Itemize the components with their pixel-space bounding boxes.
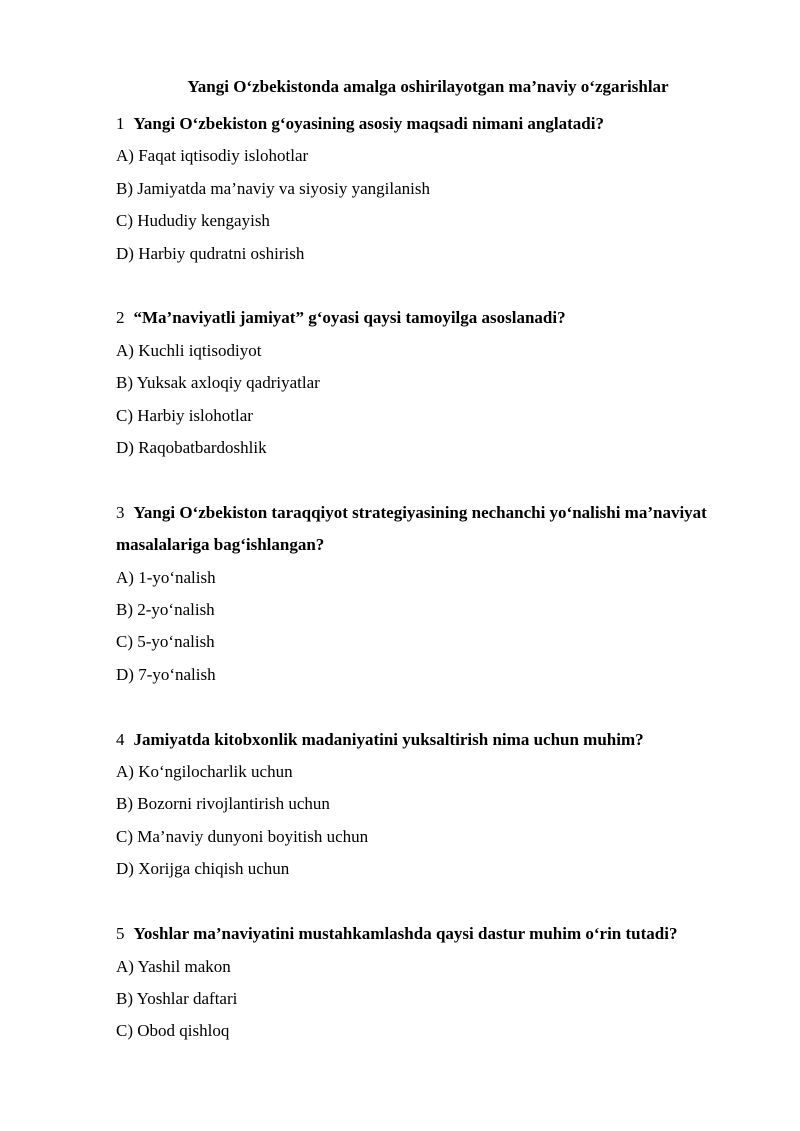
answer-option: A) 1-yo‘nalish <box>116 567 216 587</box>
answer-option: C) Ma’naviy dunyoni boyitish uchun <box>116 826 369 846</box>
answer-option: B) Yoshlar daftari <box>116 988 238 1008</box>
answer-option: B) Yuksak axloqiy qadriyatlar <box>116 373 320 393</box>
question-label: Yoshlar ma’naviyatini mustahkamlashda qaysi dastur muhim o‘rin tutadi? <box>133 924 678 944</box>
question-4 <box>116 724 766 886</box>
question-text <box>116 918 766 950</box>
question-text <box>116 108 766 140</box>
answer-option: A) Kuchli iqtisodiyot <box>116 340 262 360</box>
question-number: 1 <box>116 114 125 133</box>
answer-option: B) 2-yo‘nalish <box>116 600 215 620</box>
question-5 <box>116 918 766 1048</box>
question-number: 4 <box>116 729 125 749</box>
answer-option: C) Hududiy kengayish <box>116 211 270 231</box>
question-3 <box>116 497 766 691</box>
answer-option: D) 7-yo‘nalish <box>116 664 216 684</box>
question-list <box>116 108 766 1080</box>
question-text <box>116 724 766 756</box>
answer-option: A) Faqat iqtisodiy islohotlar <box>116 146 309 166</box>
answer-option: C) Harbiy islohotlar <box>116 405 253 425</box>
question-number: 3 <box>116 502 125 522</box>
question-number: 2 <box>116 308 125 328</box>
question-label: Jamiyatda kitobxonlik madaniyatini yuksaltirish nima uchun muhim? <box>133 729 644 749</box>
question-text <box>116 302 766 334</box>
question-number: 5 <box>116 924 125 944</box>
answer-option: C) Obod qishloq <box>116 1021 230 1041</box>
answer-option: D) Raqobatbardoshlik <box>116 438 267 458</box>
question-text <box>116 497 766 562</box>
answer-option: A) Yashil makon <box>116 956 231 976</box>
question-2 <box>116 302 766 464</box>
answer-option: A) Ko‘ngilocharlik uchun <box>116 762 293 782</box>
answer-option: B) Jamiyatda ma’naviy va siyosiy yangilanish <box>116 178 430 198</box>
answer-option: C) 5-yo‘nalish <box>116 632 215 652</box>
answer-option: B) Bozorni rivojlantirish uchun <box>116 794 330 814</box>
question-label: Yangi O‘zbekiston taraqqiyot strategiyasining nechanchi yo‘nalishi ma’naviyat masalalariga bag‘ishlangan? <box>116 502 707 555</box>
question-label: “Ma’naviyatli jamiyat” g‘oyasi qaysi tamoyilga asoslanadi? <box>133 308 566 328</box>
answer-option: D) Harbiy qudratni oshirish <box>116 243 305 263</box>
document-title: Yangi O‘zbekistonda amalga oshirilayotgan ma’naviy o‘zgarishlar <box>187 77 669 96</box>
question-1 <box>116 108 766 270</box>
answer-option: D) Xorijga chiqish uchun <box>116 859 290 879</box>
question-label: Yangi O‘zbekiston g‘oyasining asosiy maqsadi nimani anglatadi? <box>133 114 604 133</box>
